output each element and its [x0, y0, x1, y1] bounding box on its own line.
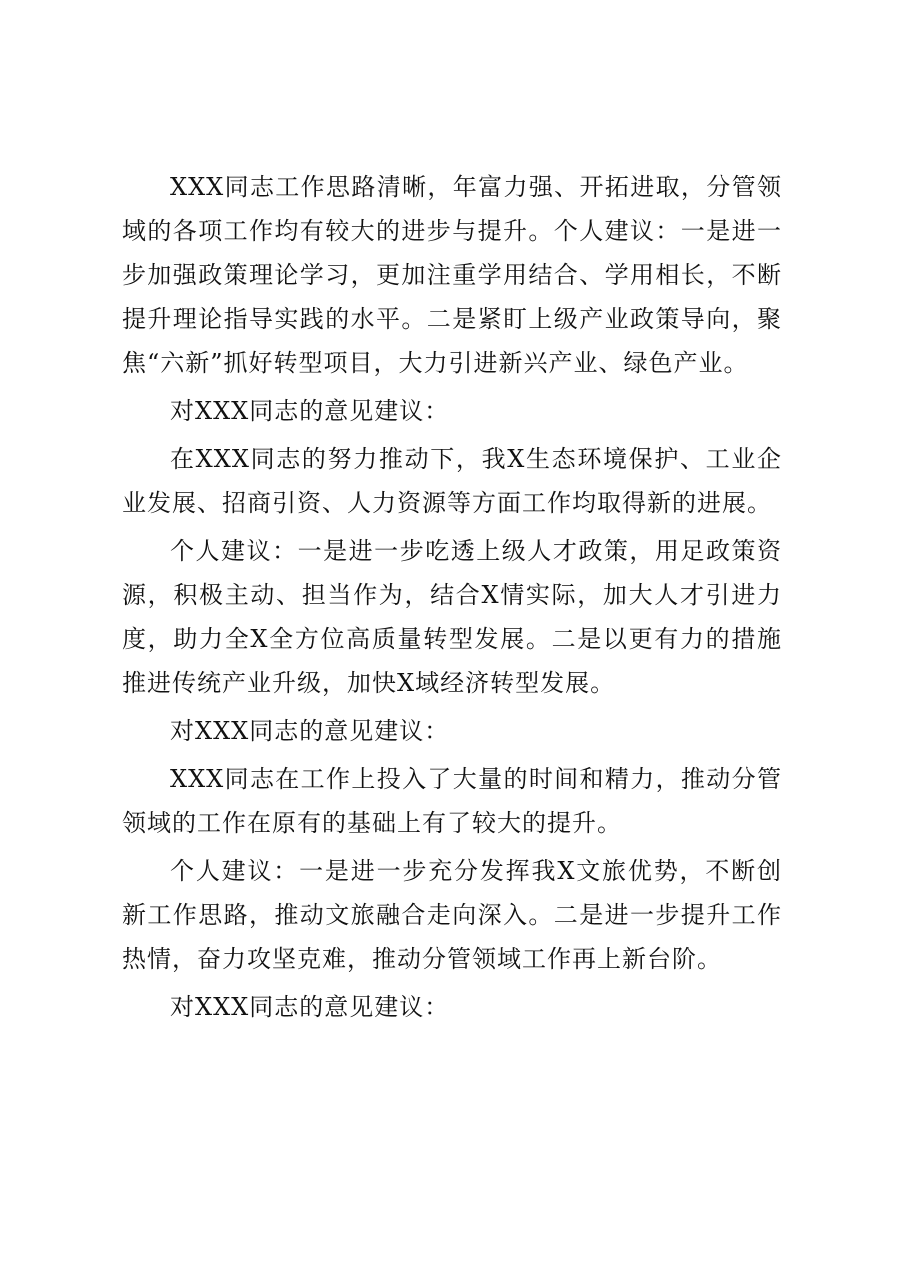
- paragraph-evaluation-1: XXX同志工作思路清晰，年富力强、开拓进取，分管领域的各项工作均有较大的进步与提升。个人建议：一是进一步加强政策理论学习，更加注重学用结合、学用相长，不断提升理论指导实践的水平。二是紧盯上级产业政策导向，聚焦“六新”抓好转型项目，大力引进新兴产业、绿色产业。: [122, 173, 782, 377]
- paragraph-heading-suggestions-4: 对XXX同志的意见建议：: [170, 993, 450, 1021]
- paragraph-suggestions-3: 个人建议：一是进一步充分发挥我X文旅优势，不断创新工作思路，推动文旅融合走向深入。二是进一步提升工作热情，奋力攻坚克难，推动分管领域工作再上新台阶。: [122, 857, 782, 973]
- paragraph-evaluation-3: XXX同志在工作上投入了大量的时间和精力，推动分管领域的工作在原有的基础上有了较大的提升。: [122, 765, 782, 837]
- paragraph-suggestions-2: 个人建议：一是进一步吃透上级人才政策，用足政策资源，积极主动、担当作为，结合X情实际，加大人才引进力度，助力全X全方位高质量转型发展。二是以更有力的措施推进传统产业升级，加快X域经济转型发展。: [122, 537, 782, 697]
- document-body: [122, 165, 782, 1033]
- paragraph-heading-suggestions-3: 对XXX同志的意见建议：: [170, 717, 450, 745]
- paragraph-evaluation-2: 在XXX同志的努力推动下，我X生态环境保护、工业企业发展、招商引资、人力资源等方面工作均取得新的进展。: [122, 445, 782, 517]
- paragraph-heading-suggestions-2: 对XXX同志的意见建议：: [170, 397, 450, 425]
